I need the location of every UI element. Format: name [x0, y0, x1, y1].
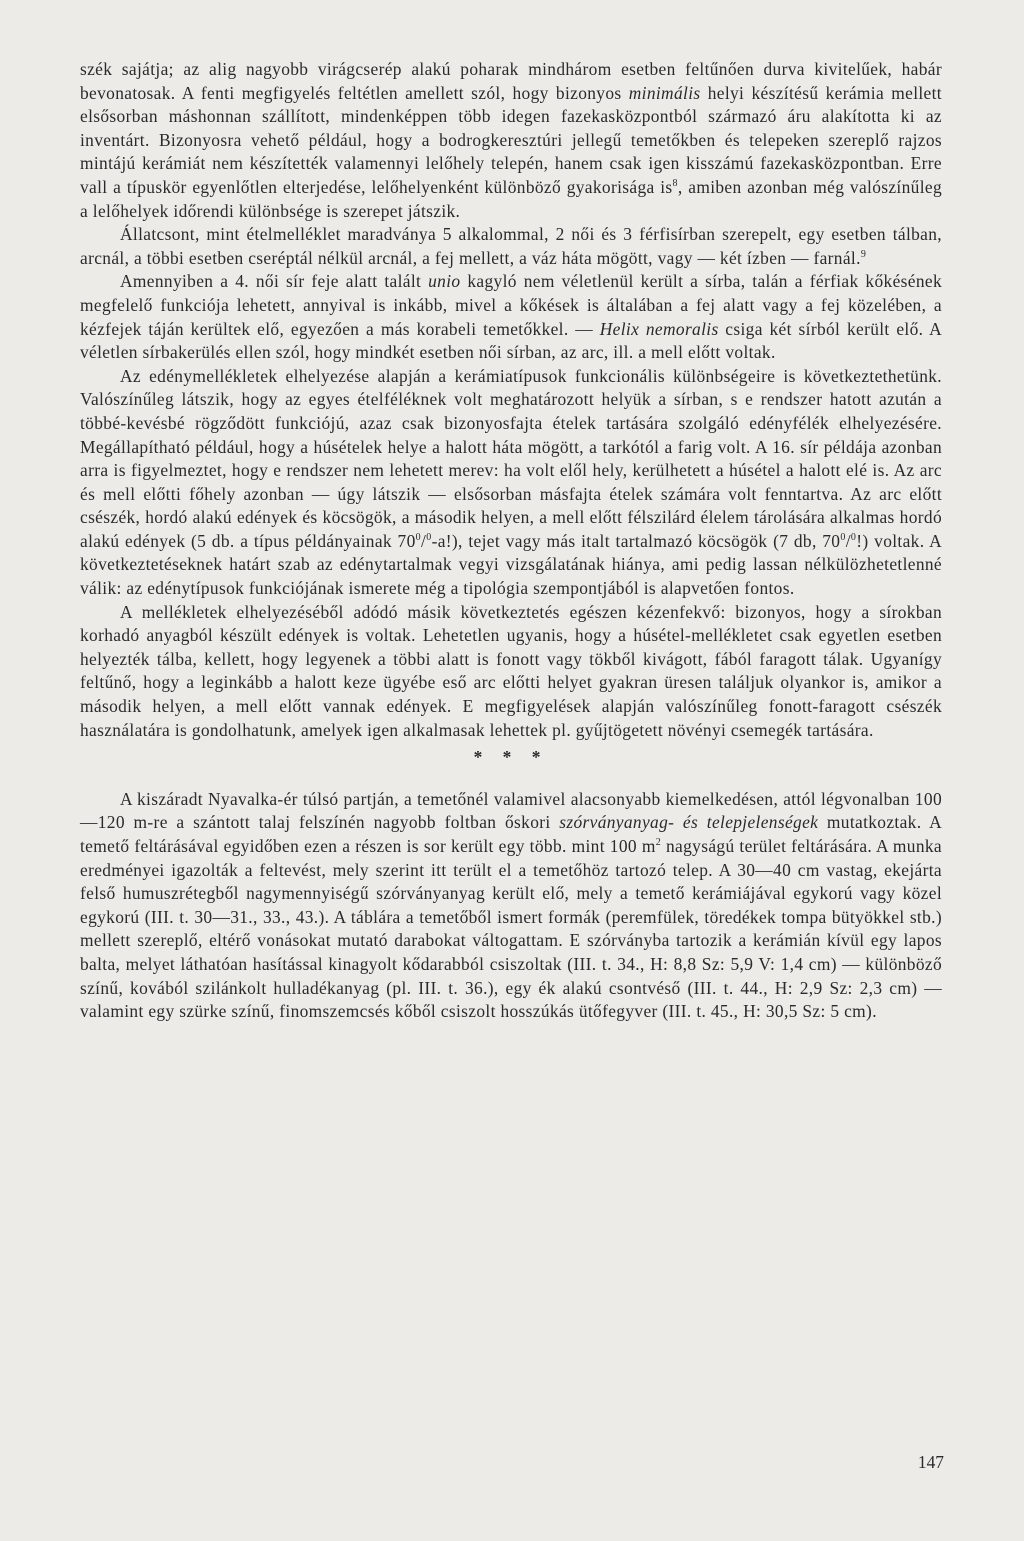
paragraph-p5 — [80, 601, 942, 743]
italic-text: unio — [428, 271, 461, 292]
text-run: / — [845, 530, 851, 551]
paragraph-p6 — [80, 788, 942, 1024]
text-run: A mellékletek elhelyezéséből adódó másik következtetés egészen kézenfekvő: bizonyos, hogy a sírokban korhadó anyagból készült edények is voltak. Lehetetlen ugyanis, hogy a húsétel-mellékletet csak egyetlen esetben helyezték tálba, kellett, hogy legyenek a többi alatt is fonott vagy tökből kivágott, fából faragott tálak. Ugyanígy feltűnő, hogy a leginkább a halott keze ügyébe eső arc előtti helyet gyakran üresen találjuk olyankor is, amikor a második helyen, a mell előtt vannak edények. E megfigyelések alapján valószínűleg fonott-faragott csészék használatára is gondolhatunk, amelyek igen alkalmasak lehettek pl. gyűjtögetett növényi csemegék tartására. — [80, 601, 942, 740]
superscript: 0 — [840, 532, 846, 544]
text-run: Állatcsont, mint ételmelléklet maradványa 5 alkalommal, 2 női és 3 férfisírban szerepelt, egy esetben tálban, arcnál, a többi esetben cseréptál nélkül arcnál, a fej mellett, a váz háta mögött, vagy — két ízben — farnál. — [80, 224, 942, 268]
italic-text: minimális — [628, 82, 701, 103]
paragraph-p2 — [80, 223, 942, 270]
text-run: mutatkoztak. A temető feltárásával egyidőben ezen a részen is sor került egy több. mint 100 m — [80, 812, 943, 856]
text-run: Amennyiben a 4. női sír feje alatt talált — [120, 271, 429, 292]
italic-text: szórványanyag- és telepjelenségek — [559, 812, 819, 833]
superscript: 8 — [672, 178, 678, 190]
section-separator: * * * — [473, 747, 549, 768]
paragraph-p1 — [80, 58, 942, 223]
text-run: !) voltak. A következtetéseknek határt szab az edénytartalmak vegyi vizsgálatának hiánya, ami pedig lassan nélkülözhetetlenné válik: az edénytípusok funkciójának ismerete még a tipológia szempontjából is alapvetően fontos. — [80, 530, 942, 599]
superscript: 0 — [850, 532, 857, 544]
text-run: szék sajátja; az alig nagyobb virágcserép alakú poharak mindhárom esetben feltűnően durva kivitelűek, habár bevonatosak. A fenti megfigyelés feltétlen amellett szól, hogy bizonyos — [80, 59, 942, 103]
italic-text: Helix nemoralis — [599, 318, 719, 339]
text-run: Az edénymellékletek elhelyezése alapján a kerámiatípusok funkcionális különbségeire is következtethetünk. Valószínűleg látszik, hogy az egyes ételféléknek volt meghatározott helyük a sírban, s e rendszer hatott azután a többé-kevésbé rögződött funkciójú, azaz csak bizonyosfajta ételek tartására szolgáló edényfélék elhelyezésére. Megállapítható például, hogy a húsételek helye a halott háta mögött, a tarkótól a farig volt. A 16. sír példája azonban arra is figyelmeztet, hogy e rendszer nem lehetett merev: ha volt elől hely, kerülhetett a húsétel a halott elé is. Az arc és mell előtti főhely azonban — úgy látszik — elsősorban másfajta ételek számára volt fenntartva. Az arc előtt csészék, hordó alakú edények és köcsögök, a második helyen, a mell előtt félszilárd élelem tárolására alkalmas hordó alakú edények (5 db. a típus példányainak 70 — [80, 365, 942, 551]
superscript: 2 — [655, 837, 662, 849]
page-number: 147 — [917, 1452, 944, 1472]
text-run: A kiszáradt Nyavalka-ér túlsó partján, a temetőnél valamivel alacsonyabb kiemelkedésen, attól légvonalban 100—120 m-re a szántott talaj felszínén nagyobb foltban őskori — [80, 788, 942, 833]
body-text — [80, 58, 942, 1024]
paragraph-p3 — [80, 270, 942, 364]
text-run: kagyló nem véletlenül került a sírba, talán a férfiak kőkésének megfelelő funkciója lehetett, annyival is inkább, mivel a kőkések is általában a fej alatt vagy a fej közelében, a kézfejek táján kerültek elő, egyezően a más korabeli temetőkkel. — — [80, 271, 942, 339]
text-run: , amiben azonban még valószínűleg a lelőhelyek időrendi különbsége is szerepet játszik. — [80, 176, 942, 221]
superscript: 0 — [415, 532, 422, 544]
text-run: -a!), tejet vagy más italt tartalmazó köcsögök (7 db, 70 — [431, 530, 841, 551]
text-run: helyi készítésű kerámia mellett elsősorban máshonnan szállított, mindenképpen több idegen fazekasközpontból származó áru alakította ki az inventárt. Bizonyosra vehető például, hogy a bodrogkeresztúri jellegű temetőkben és telepeken szereplő rajzos mintájú kerámiát nem készítették valamennyi lelőhely telepén, hanem csak igen kisszámú fazekasközpontban. Erre vall a típuskör egyenlőtlen elterjedése, lelőhelyenként különböző gyakorisága is — [80, 82, 942, 197]
text-run: csiga két sírból került elő. A véletlen sírbakerülés ellen szól, hogy mindkét esetben női sírban, az arc, ill. a mell előtt voltak. — [80, 318, 942, 363]
superscript: 0 — [426, 532, 432, 544]
text-run: / — [421, 530, 427, 551]
text-run: nagyságú terület feltárására. A munka eredményei igazolták a feltevést, mely szerint itt terült el a temetőhöz tartozó telep. A 30—40 cm vastag, ekejárta felső humuszrétegből nagymennyiségű szórványanyag került elő, mely a temető kerámiájával egykorú vagy közel egykorú (III. t. 30—31., 33., 43.). A táblára a temetőből ismert formák (peremfülek, töredékek tompa bütyökkel stb.) mellett szereplő, eltérő vonásokat mutató darabokat váltogattam. E szórványba tartozik a kerámián kívül egy lapos balta, melyet láthatóan hasítással kinagyolt kődarabból csiszoltak (III. t. 34., H: 8,8 Sz: 5,9 V: 1,4 cm) — különböző színű, kovából szilánkolt hulladékanyag (pl. III. t. 36.), egy ék alakú csontvéső (III. t. 44., H: 2,9 Sz: 2,3 cm) — valamint egy szürke színű, finomszemcsés kőből csiszolt hosszúkás ütőfegyver (III. t. 45., H: 30,5 Sz: 5 cm). — [80, 836, 943, 1022]
superscript: 9 — [860, 248, 867, 260]
paragraph-p4 — [80, 365, 942, 601]
